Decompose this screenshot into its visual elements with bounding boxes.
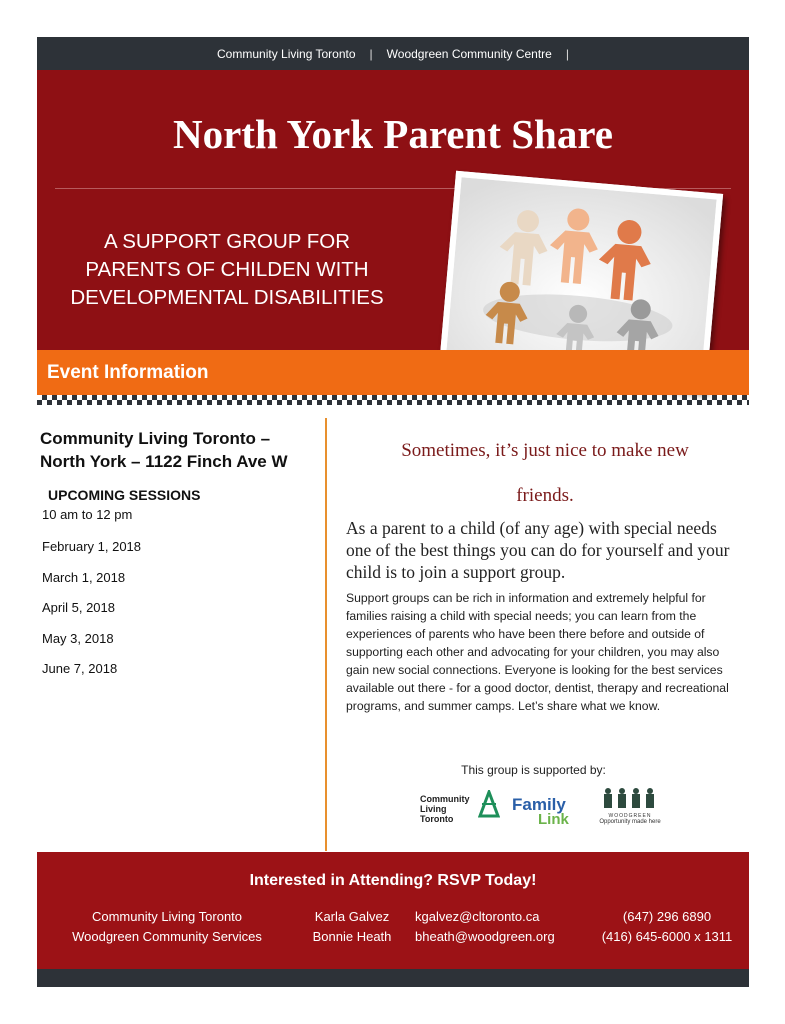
contact-email-link[interactable]: bheath@woodgreen.org — [415, 929, 555, 944]
tagline-line: Sometimes, it’s just nice to make new — [401, 440, 689, 461]
header-org-woodgreen: Woodgreen Community Centre — [386, 46, 552, 61]
link-logo-word: Link — [538, 811, 569, 828]
family-link-logo — [512, 796, 582, 836]
session-date: February 1, 2018 — [42, 539, 142, 554]
session-time: 10 am to 12 pm — [42, 507, 133, 522]
woodgreen-logo-tagline: Opportunity made here — [599, 819, 661, 825]
hero-subtitle — [47, 228, 407, 312]
session-date: May 3, 2018 — [42, 630, 114, 646]
event-info-bar — [37, 350, 749, 395]
header-separator: | — [369, 46, 373, 61]
contact-name: Bonnie Heath — [312, 929, 392, 944]
contact-emails — [415, 907, 575, 947]
subtitle-line: DEVELOPMENTAL DISABILITIES — [70, 286, 384, 309]
rsvp-heading: Interested in Attending? RSVP Today! — [249, 872, 537, 889]
cl-logo-text: Living — [420, 804, 447, 814]
top-bar — [37, 37, 749, 70]
contact-names — [302, 907, 402, 947]
contact-org: Community Living Toronto — [91, 909, 243, 924]
contact-phones — [597, 907, 737, 947]
community-living-toronto-logo — [420, 794, 502, 834]
contact-phone: (647) 296 6890 — [622, 909, 712, 924]
tagline — [350, 428, 740, 518]
contact-name: Karla Galvez — [314, 909, 390, 924]
venue-address — [40, 427, 330, 473]
lead-paragraph: As a parent to a child (of any age) with special needs one of the best things you can do for yourself and your child is to join a support group. — [346, 518, 730, 582]
cl-logo-text: Community — [420, 794, 470, 804]
event-info-heading: Event Information — [47, 362, 209, 383]
bottom-bar — [37, 969, 749, 987]
subtitle-line: A SUPPORT GROUP FOR — [103, 230, 351, 253]
checkered-divider — [37, 395, 749, 405]
upcoming-sessions-heading: UPCOMING SESSIONS — [48, 487, 201, 503]
sessions-list — [42, 507, 141, 692]
woodgreen-people-icon — [602, 788, 658, 808]
header-separator-trailing: | — [565, 46, 569, 61]
venue-line: Community Living Toronto – — [40, 429, 271, 448]
subtitle-line: PARENTS OF CHILDEN WITH — [85, 258, 369, 281]
family-logo-word: Family — [512, 795, 566, 814]
page-title: North York Parent Share — [173, 111, 613, 157]
supported-by-label: This group is supported by: — [461, 763, 606, 777]
body-paragraph: Support groups can be rich in information and extremely helpful for families raising a child with special needs; you can learn from the experiences of parents who have been there before and outside of supporting each other and advocating for your children, you may also gain new social connections. Everyone is looking for the best services available out there - for a good doctor, dentist, therapy and recreational programs, and summer camps. Let’s share what we know. — [346, 591, 729, 713]
session-date: April 5, 2018 — [42, 600, 115, 615]
sponsor-logos — [420, 784, 680, 834]
rsvp-footer — [37, 852, 749, 969]
woodgreen-logo-name: WOODGREEN — [608, 813, 652, 819]
header-org-community-living: Community Living Toronto — [217, 46, 356, 61]
tagline-line: friends. — [516, 485, 574, 506]
cl-logo-text: Toronto — [420, 814, 454, 824]
contact-email-link[interactable]: kgalvez@cltoronto.ca — [415, 909, 540, 924]
column-divider — [325, 418, 327, 851]
hero-banner — [37, 70, 749, 350]
woodgreen-logo — [595, 788, 665, 834]
contact-orgs — [67, 907, 267, 947]
contact-org: Woodgreen Community Services — [72, 929, 262, 944]
session-date: March 1, 2018 — [42, 569, 126, 585]
session-date: June 7, 2018 — [42, 661, 118, 676]
cl-swoosh-icon — [478, 790, 500, 820]
contact-phone: (416) 645-6000 x 1311 — [601, 929, 733, 944]
venue-line: North York – 1122 Finch Ave W — [40, 452, 288, 471]
